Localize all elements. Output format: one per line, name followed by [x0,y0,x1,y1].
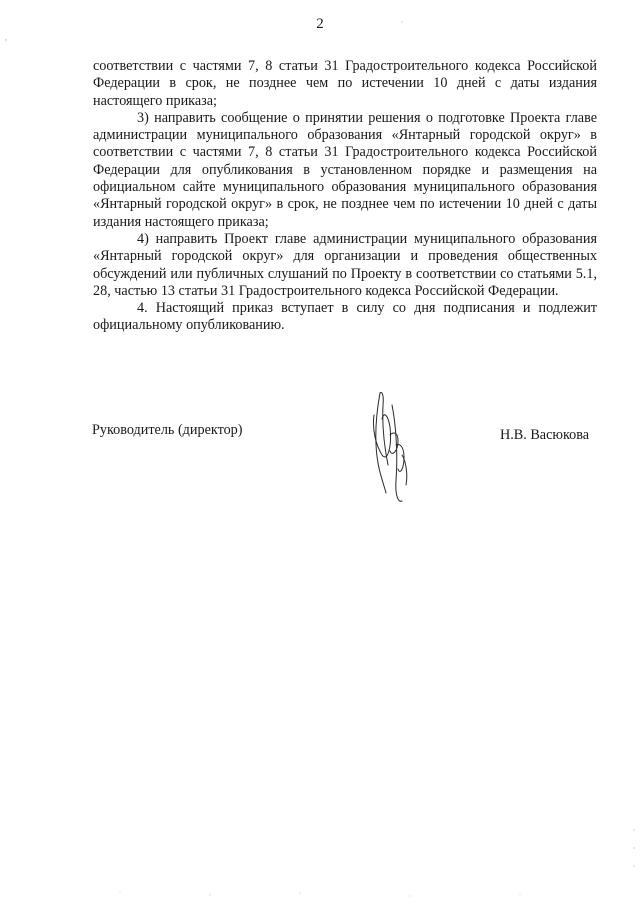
page-number: 2 [316,16,324,32]
paragraph-item-4: 4) направить Проект главе администрации муниципального образования «Янтарный городской округ» для организации и проведения общественных обсуждений или публичных слушаний по Проекту в соответствии со статьями 5.1, 28, частью 13 статьи 31 Градостроительного кодекса Российской Федерации. [93,230,597,299]
signatory-name: Н.В. Васюкова [500,427,590,443]
paragraph-point-4: 4. Настоящий приказ вступает в силу со дня подписания и подлежит официальному опубликованию. [93,300,597,334]
signatory-position: Руководитель (директор) [92,422,243,438]
paragraph-continuation: соответствии с частями 7, 8 статьи 31 Градостроительного кодекса Российской Федерации в срок, не позднее чем по истечении 10 дней с даты издания настоящего приказа; [93,58,597,109]
paragraph-item-3: 3) направить сообщение о принятии решения о подготовке Проекта главе администрации муниципального образования «Янтарный городской округ» в соответствии с частями 7, 8 статьи 31 Градостроительного кодекса Российской Федерации для опубликования в установленном порядке и размещения на официальном сайте муниципального образования муниципального образования «Янтарный городской округ» в срок, не позднее чем по истечении 10 дней с даты издания настоящего приказа; [93,109,597,230]
handwritten-signature [362,385,422,510]
document-body [93,58,597,335]
